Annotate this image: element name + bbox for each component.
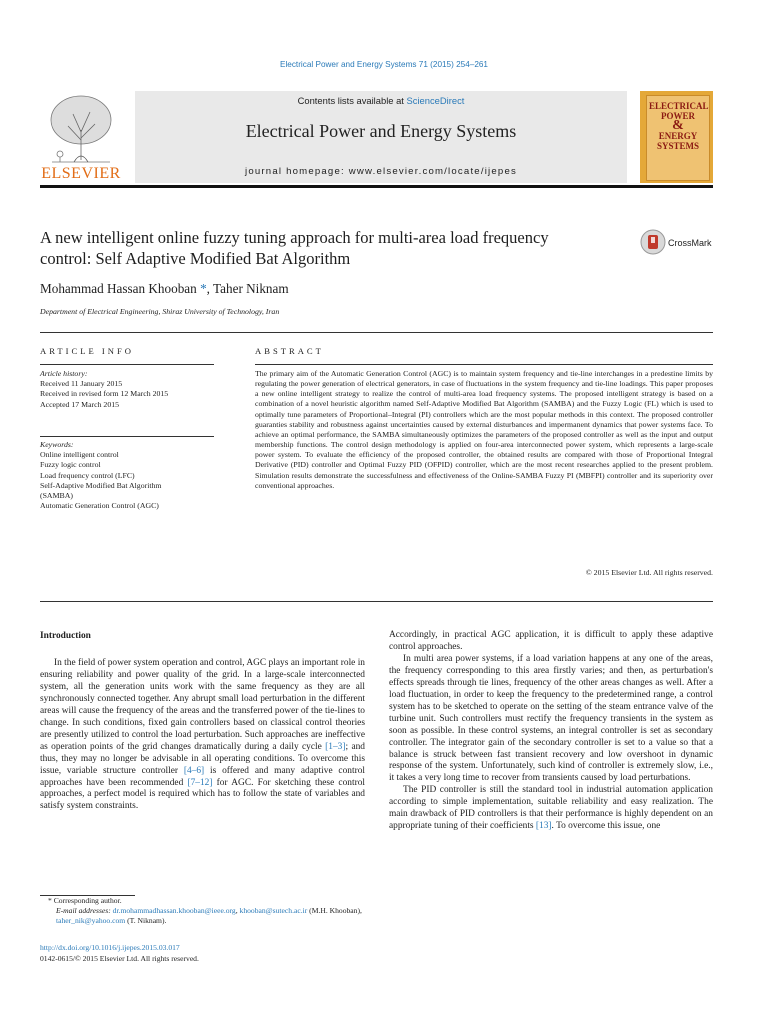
introduction-heading: Introduction [40, 631, 91, 641]
crossmark-icon[interactable] [640, 229, 666, 255]
divider [255, 364, 713, 365]
doi-link[interactable]: http://dx.doi.org/10.1016/j.ijepes.2015.03.017 [40, 943, 180, 952]
divider [40, 364, 214, 365]
article-title: A new intelligent online fuzzy tuning approach for multi-area load frequency control: Self Adaptive Modified Bat Algorithm [40, 228, 549, 268]
text-run: for AGC. For sketching these control approaches, a perfect model is required which has to follow the state of variables and satisfy system constraints. [40, 777, 365, 812]
history-entry: Received 11 January 2015 [40, 379, 123, 389]
history-label: Article history: [40, 369, 88, 378]
text-run: In the field of power system operation and control, AGC plays an important role in ensuring reliability and power quality of the grid. In a large-scale interconnected system, all the generation units work with the same frequency as they are all synchronously connected together. Any abrupt small load perturbation in the different areas will cause the frequency of the areas and the transferred power of the tie-lines to change. In such conditions, fixed gain controllers based on classical control theories are presently utilized to control the load perturbation. Such approaches are ineffective as operation points of the grid changes dramatically during a daily cycle [40, 658, 365, 752]
header-rule [40, 185, 713, 188]
issn-line: 0142-0615/© 2015 Elsevier Ltd. All rights reserved. [40, 954, 199, 963]
abstract-copyright: © 2015 Elsevier Ltd. All rights reserved. [585, 568, 713, 577]
email-label: E-mail addresses: [56, 906, 113, 916]
text-run: , [235, 906, 240, 916]
citation-link[interactable]: [13] [535, 821, 552, 832]
keyword: Fuzzy logic control [40, 460, 101, 470]
body-column-left [40, 658, 365, 813]
body-column-right [389, 630, 713, 833]
journal-cover-image[interactable] [640, 91, 713, 183]
contents-prefix: Contents lists available at [297, 95, 407, 106]
history-entry: Received in revised form 12 March 2015 [40, 389, 169, 399]
text-run: is offered and many adaptive control approaches have been recommended [40, 765, 365, 788]
cover-word: SYSTEMS [656, 141, 700, 151]
abstract-text: The primary aim of the Automatic Generation Control (AGC) is to maintain system frequency and tie-line interchanges in a predestine limits by regulating the power generation of electrical generators, in case of fluctuations in the system frequency and tie-line loadings. This paper proposes a new online intelligent strategy to realize the control of multi-area load frequency systems. The proposed intelligent strategy is based on a combination of a novel heuristic algorithm named Self-Adaptive Modified Bat Algorithm (SAMBA) and the Fuzzy Logic (FL) which is used to optimally tune parameters of Proportional–Integral (PI) controllers which are the most popular methods in this context. The proposed controller guaranties stability and robustness against uncertainties caused by external disturbances and impermanent dynamics that power systems face. To achieve an optimal performance, the SAMBA simultaneously optimizes the parameters of the proposed controller as well as the input and output membership functions. The control design methodology is applied on four-area interconnected power system, which represents a large-scale power system. To evaluate the efficiency of the proposed controller, the obtained results are compared with those of Proportional Integral Derivative (PID) controller and Optimal Fuzzy PID (OFPID) controller, which are the most recent researches applied to the present problem. Simulation results demonstrate the successfulness and effectiveness of the Online-SAMBA Fuzzy PI (MBFPI) controller and its superiority over conventional approaches. [255, 369, 713, 490]
text-run: The PID controller is still the standard tool in industrial automation application according to simple implementation, suitable reliability and easy realization. The main drawback of PID controllers is that their performance is highly dependent on an appropriate tuning of their coefficients [389, 785, 713, 832]
journal-citation-link[interactable]: Electrical Power and Energy Systems 71 (2015) 254–261 [280, 60, 488, 69]
paragraph [389, 785, 713, 833]
title-rule [40, 332, 713, 333]
text-run: ; and thus, they may no longer be advisable in all operating conditions. To overcome this issue, variable structure controller [40, 741, 365, 776]
text-run: (T. Niknam). [125, 916, 167, 926]
abstract-heading: ABSTRACT [255, 346, 324, 356]
crossmark-label[interactable]: CrossMark [668, 238, 712, 248]
citation-link[interactable]: [4–6] [183, 765, 205, 776]
text-run: . To overcome this issue, one [551, 821, 661, 832]
cover-word: ENERGY [658, 131, 698, 141]
keyword: Self-Adaptive Modified Bat Algorithm [40, 480, 162, 490]
cover-word: POWER [660, 111, 695, 121]
affiliation: Department of Electrical Engineering, Shiraz University of Technology, Iran [40, 307, 280, 316]
citation-link[interactable]: [1–3] [325, 741, 346, 752]
keyword: Automatic Generation Control (AGC) [40, 501, 159, 511]
paragraph: In multi area power systems, if a load variation happens at any one of the areas, the frequency corresponding to this area firstly varies; and then, as perturbation's effects spreads through tie lines, frequency of the other areas changes as well. After a load fluctuation, in order to keep the frequency to the predetermined range, a control system has to be sketched to operate on the setting of the steam entrance valve of the turbine unit. Such controllers must rectify the frequency transients in the system as soon as possible. In these control systems, an integral controller is set as secondary controller. The integrator gain of the secondary controller is set to a value so that a balance is struck between fast transient recovery and low overshoot in dynamic response of the system. Unfortunately, such kind of controller is extremely slow, i.e., it takes a very long time to recover from transients caused by load perturbations. [389, 653, 713, 784]
cover-word: ELECTRICAL [649, 101, 709, 111]
author-name[interactable]: , Taher Niknam [206, 281, 289, 296]
history-entry: Accepted 17 March 2015 [40, 399, 120, 409]
author-list [40, 281, 289, 297]
email-link[interactable]: dr.mohammadhassan.khooban@ieee.org [112, 906, 236, 916]
keyword: (SAMBA) [40, 491, 73, 501]
paragraph: Accordingly, in practical AGC application, it is difficult to apply these adaptive control approaches. [389, 630, 713, 652]
article-history [40, 369, 214, 410]
doi-block [40, 942, 370, 964]
email-link[interactable]: khooban@sutech.ac.ir [239, 906, 308, 916]
divider [40, 601, 713, 602]
footnote [40, 896, 370, 927]
keywords [40, 440, 218, 511]
email-line [40, 906, 370, 926]
cover-word: & [672, 118, 684, 133]
contents-line [135, 95, 627, 106]
keywords-label: Keywords: [40, 440, 74, 449]
journal-title: Electrical Power and Energy Systems [245, 121, 517, 141]
article-info-heading: ARTICLE INFO [40, 346, 134, 356]
citation-link[interactable]: [7–12] [187, 777, 213, 788]
sciencedirect-link[interactable]: ScienceDirect [406, 95, 465, 106]
elsevier-wordmark: ELSEVIER [41, 165, 121, 182]
journal-homepage-link[interactable]: journal homepage: www.elsevier.com/locate/ijepes [245, 166, 517, 177]
paragraph [40, 658, 365, 813]
corresponding-author-mark[interactable]: * [200, 281, 207, 296]
divider [40, 436, 214, 437]
corresponding-author-note: * Corresponding author. [48, 896, 122, 905]
email-link[interactable]: taher_nik@yahoo.com [56, 916, 126, 926]
text-run: (M.H. Khooban), [307, 906, 362, 916]
keyword: Load frequency control (LFC) [40, 470, 135, 480]
author-name[interactable]: Mohammad Hassan Khooban [40, 281, 197, 296]
keyword: Online intelligent control [40, 450, 119, 460]
